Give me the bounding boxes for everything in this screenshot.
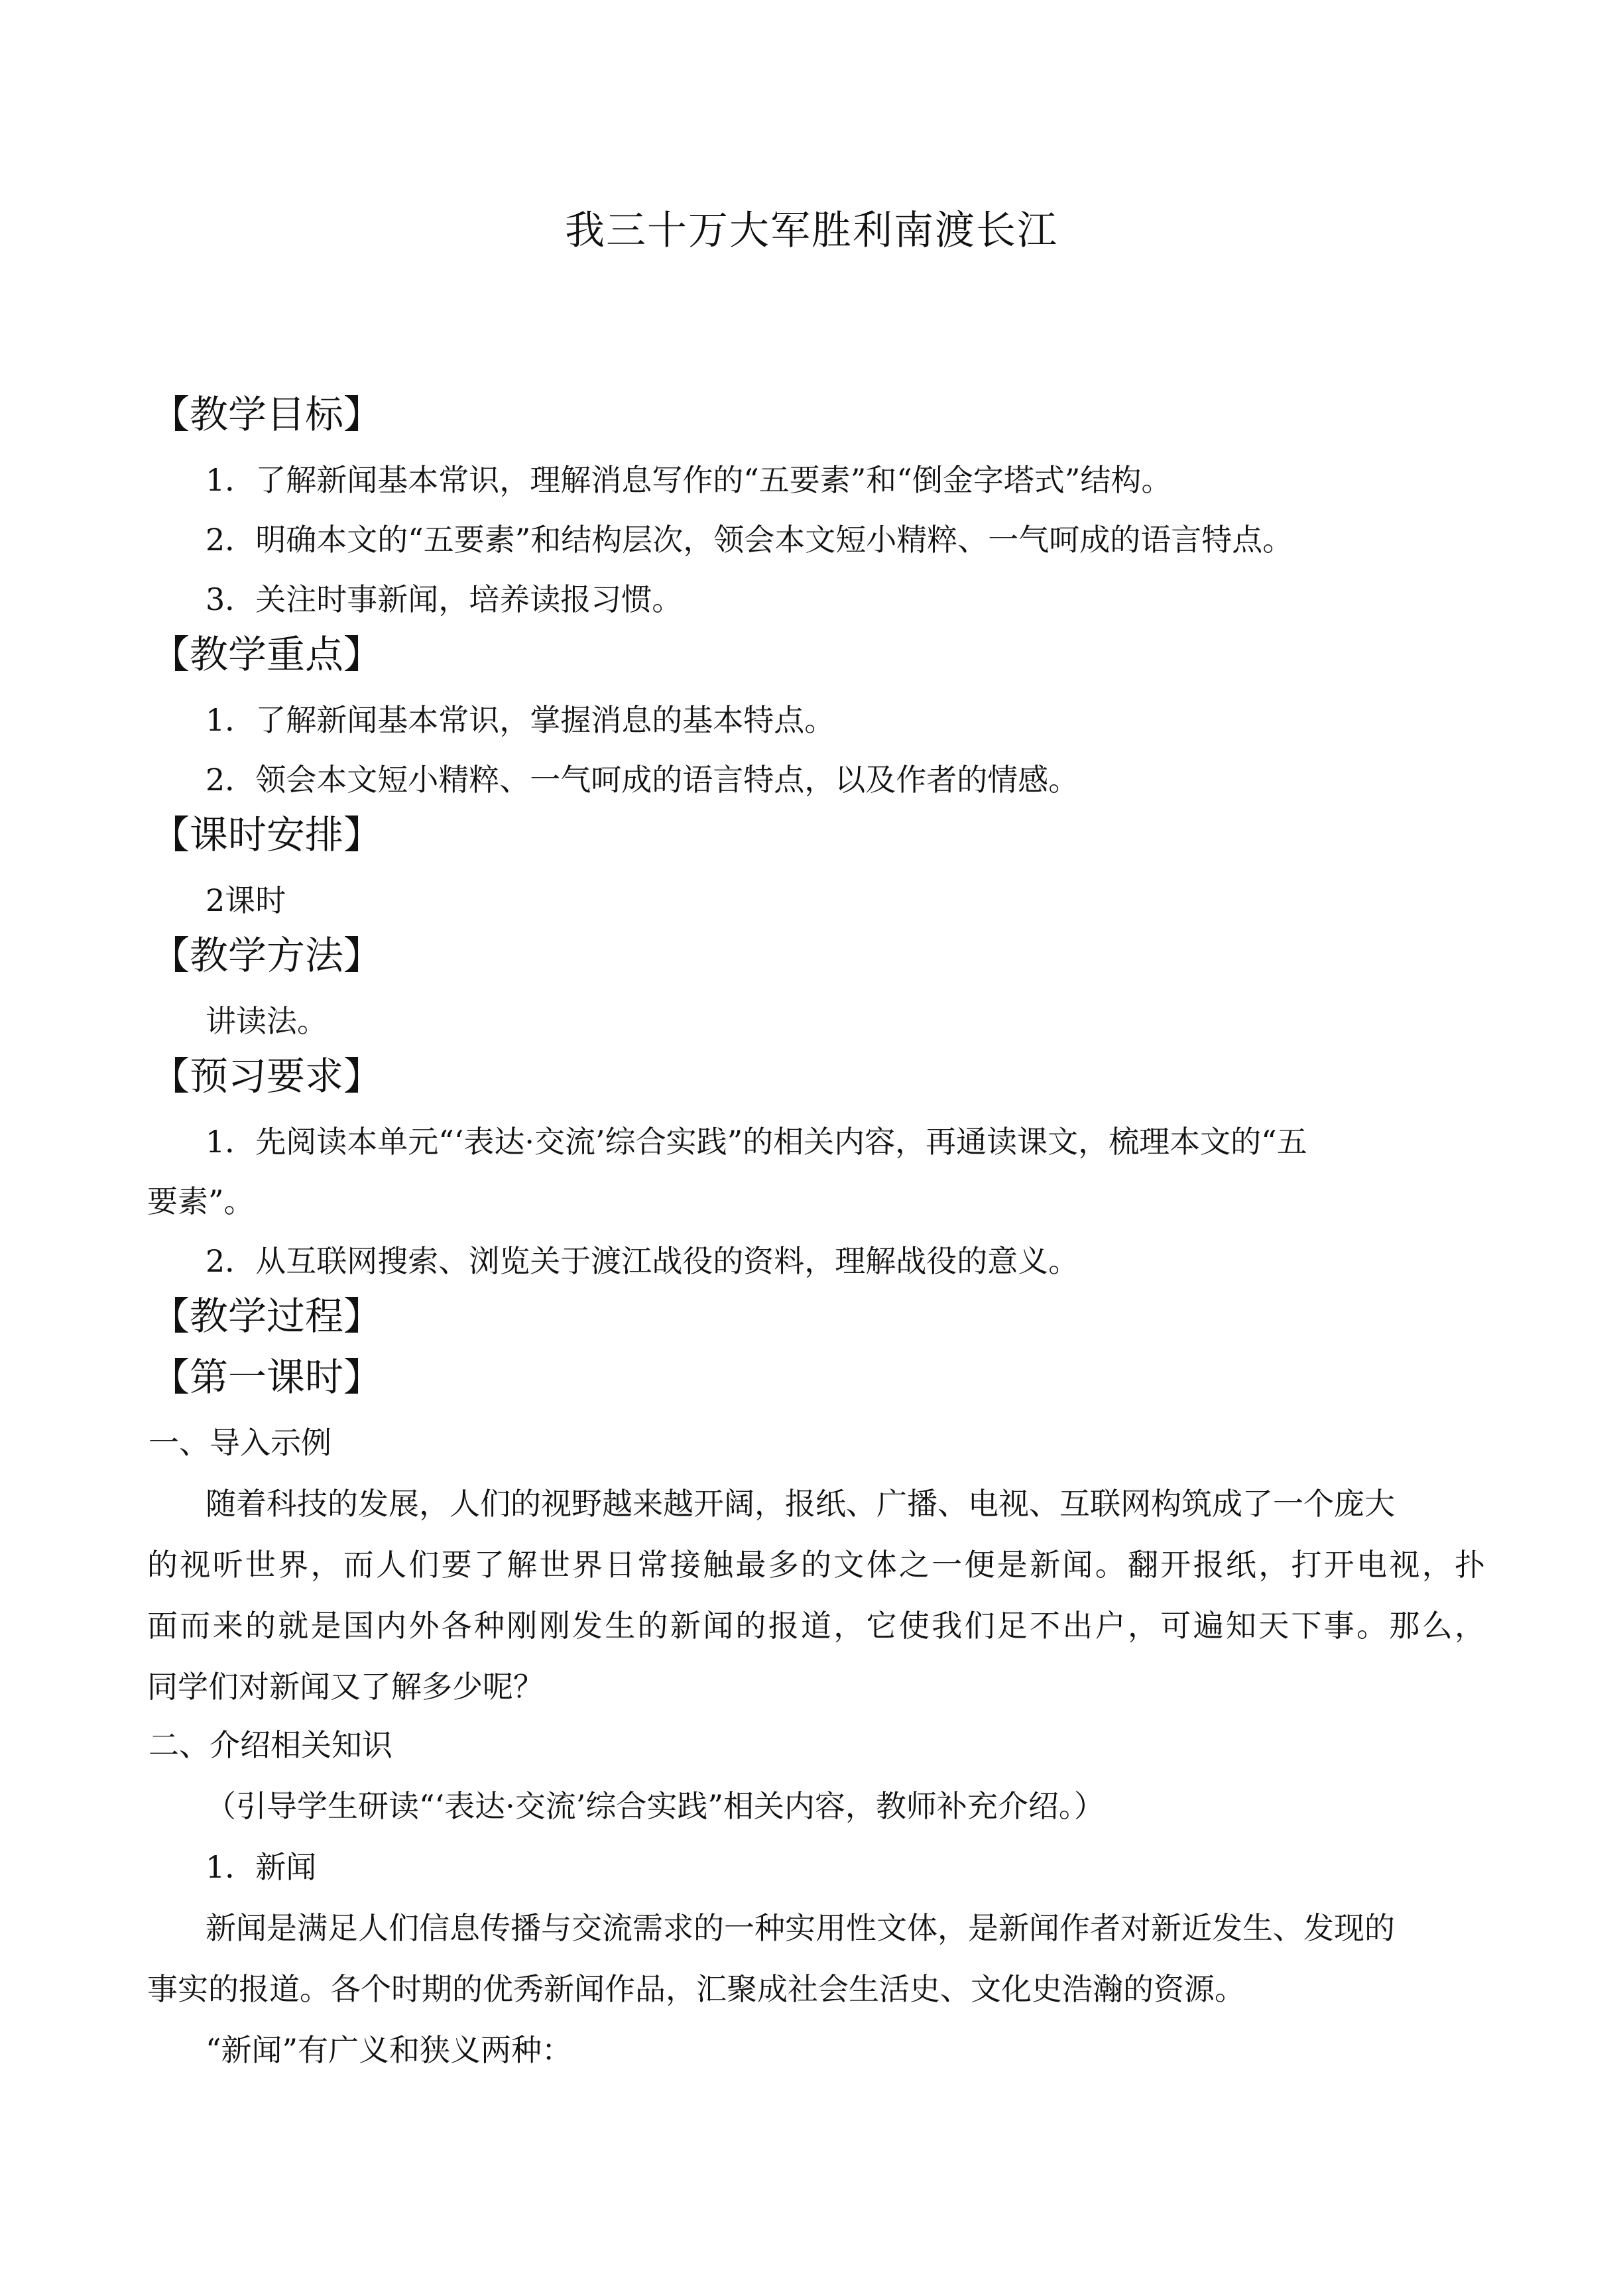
key-point-item-2: 2．领会本文短小精粹、一气呵成的语言特点，以及作者的情感。: [206, 762, 1079, 798]
objective-item-3: 3．关注时事新闻，培养读报习惯。: [206, 581, 683, 617]
heading-schedule: 【课时安排】: [151, 812, 383, 857]
objective-item-2: 2．明确本文的“五要素”和结构层次，领会本文短小精粹、一气呵成的语言特点。: [206, 522, 1293, 558]
preview-item-2: 2．从互联网搜索、浏览关于渡江战役的资料，理解战役的意义。: [206, 1243, 1079, 1279]
part-1-line-1: 随着科技的发展，人们的视野越来越开阔，报纸、广播、电视、互联网构筑成了一个庞大: [206, 1486, 1395, 1522]
part-1-heading: 一、导入示例: [149, 1425, 331, 1461]
preview-item-1-line-2: 要素”。: [147, 1183, 255, 1219]
heading-process: 【教学过程】: [151, 1294, 383, 1339]
part-2-guide: （引导学生研读“‘表达·交流’综合实践”相关内容，教师补充介绍。）: [206, 1788, 1105, 1824]
method-text: 讲读法。: [206, 1003, 328, 1039]
schedule-text: 2课时: [206, 882, 286, 918]
heading-preview: 【预习要求】: [151, 1054, 383, 1099]
heading-method: 【教学方法】: [151, 933, 383, 978]
part-2-sub-1-line-1: 新闻是满足人们信息传播与交流需求的一种实用性文体，是新闻作者对新近发生、发现的: [206, 1910, 1395, 1946]
preview-item-1-line-1: 1．先阅读本单元“‘表达·交流’综合实践”的相关内容，再通读课文，梳理本文的“五: [206, 1124, 1307, 1160]
part-2-sub-1-note: “新闻”有广义和狭义两种：: [206, 2032, 573, 2068]
part-1-line-3: 面而来的就是国内外各种刚刚发生的新闻的报道，它使我们足不出户，可遍知天下事。那么，: [147, 1608, 1485, 1644]
part-1-line-4: 同学们对新闻又了解多少呢？: [147, 1669, 544, 1705]
page-title: 我三十万大军胜利南渡长江: [565, 208, 1058, 254]
part-2-heading: 二、介绍相关知识: [149, 1727, 392, 1763]
objective-item-1: 1．了解新闻基本常识，理解消息写作的“五要素”和“倒金字塔式”结构。: [206, 462, 1172, 498]
part-1-line-2: 的视听世界，而人们要了解世界日常接触最多的文体之一便是新闻。翻开报纸，打开电视，扑: [147, 1547, 1485, 1583]
key-point-item-1: 1．了解新闻基本常识，掌握消息的基本特点。: [206, 702, 835, 738]
heading-key-points: 【教学重点】: [151, 632, 383, 677]
part-2-sub-1-line-2: 事实的报道。各个时期的优秀新闻作品，汇聚成社会生活史、文化史浩瀚的资源。: [147, 1971, 1245, 2007]
part-2-sub-1-heading: 1．新闻: [206, 1849, 317, 1885]
heading-lesson-1: 【第一课时】: [151, 1355, 383, 1400]
heading-objectives: 【教学目标】: [151, 392, 383, 437]
